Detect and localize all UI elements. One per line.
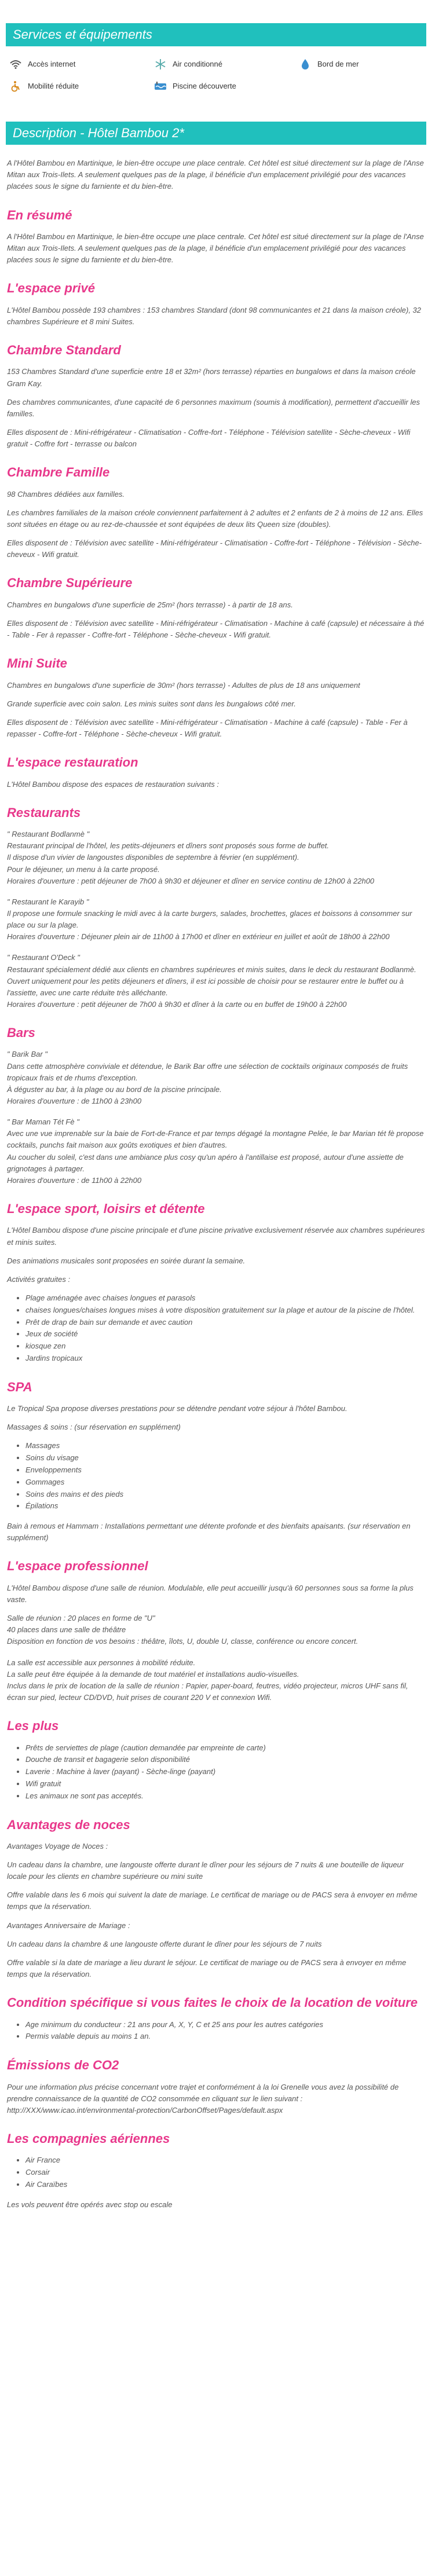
- spa-list: [25, 1440, 425, 1512]
- intro-text: A l'Hôtel Bambou en Martinique, le bien-être occupe une place centrale. Cet hôtel est situé directement sur la plage de l'Anse Mitan aux Trois-Ilets. A seulement quelques pas de la plage, il bénéficie d'un emplacement privilégié pour des vacances placées sous le signe du farniente et du bien-être.: [7, 159, 424, 191]
- services-title: Services et équipements: [13, 27, 152, 42]
- standard-heading: Chambre Standard: [7, 343, 121, 358]
- compagnies-heading: Les compagnies aériennes: [7, 2131, 170, 2146]
- restauration-heading: L'espace restauration: [7, 755, 138, 770]
- description-band: [6, 122, 426, 145]
- services-band: [6, 23, 426, 46]
- bar-line: Avec une vue imprenable sur la baie de Fort-de-France et par temps dégagé la montagne Pelée, le bar Marian tét fè propose cocktails, punchs fait maison aux goûts exotiques et bien d'autres.: [7, 1129, 424, 1150]
- professionnel-line: 40 places dans une salle de théâtre: [7, 1625, 126, 1635]
- superieure-heading: Chambre Supérieure: [7, 576, 133, 591]
- bar-line: Horaires d'ouverture : de 11h00 à 23h00: [7, 1097, 142, 1106]
- list-item: • Les animaux ne sont pas acceptés.: [25, 1790, 425, 1802]
- compagnies-note: Les vols peuvent être opérés avec stop ou escale: [7, 2200, 173, 2209]
- sport-list: [25, 1292, 425, 1365]
- professionnel-equipment: [7, 1657, 425, 1704]
- restaurant-block: [7, 896, 425, 943]
- restaurant-block: [7, 829, 425, 887]
- resume-text: A l'Hôtel Bambou en Martinique, le bien-être occupe une place centrale. Cet hôtel est situé directement sur la plage de l'Anse Mitan aux Trois-Ilets. A seulement quelques pas de la plage, il bénéficie d'un emplacement privilégié pour des vacances placées sous le signe du farniente et du bien-être.: [7, 232, 424, 265]
- professionnel-line: Disposition en fonction de vos besoins : théâtre, îlots, U, double U, classe, conférence ou encore concert.: [7, 1637, 358, 1646]
- co2-text: Pour une information plus précise concernant votre trajet et conformément à la loi Grenelle vous avez la possibilité de prendre connaissance de la quantité de CO2 consommée en cliquant sur le lien suivant : http://XXX/www.icao.int/environmental-protection/CarbonOffset/Pages/default.aspx: [7, 2082, 399, 2115]
- amenities-grid: [6, 52, 426, 100]
- snowflake-icon: [154, 58, 167, 71]
- superieure-p2: Elles disposent de : Télévision avec satellite - Mini-réfrigérateur - Climatisation - Machine à café (capsule) et nécessaire à thé - Table - Fer à repasser - Coffre-fort - Téléphone - Sèche-cheveux - Wifi gratuit.: [7, 618, 425, 640]
- superieure-p1: Chambres en bungalows d'une superficie de 25m² (hors terrasse) - à partir de 18 ans.: [7, 600, 293, 609]
- list-item: • Prêts de serviettes de plage (caution demandée par empreinte de carte): [25, 1742, 425, 1754]
- resume-heading: En résumé: [7, 207, 72, 222]
- bar-line: À déguster au bar, à la plage ou au bord de la piscine principale.: [7, 1084, 222, 1094]
- amenity-pool: [154, 80, 299, 93]
- restaurant-line: Il propose une formule snacking le midi avec à la carte burgers, salades, brochettes, glaces et boissons à consommer sur place ou sur la plage.: [7, 908, 412, 930]
- list-item: • Prêt de drap de bain sur demande et avec caution: [25, 1317, 425, 1329]
- professionnel-line: Inclus dans le prix de location de la salle de réunion : Papier, paper-board, feutres, vidéo projecteur, micros UHF sans fil, écran sur pied, lecteur CD/DVD, huit prises de courant 220 V et connexion Wifi.: [7, 1681, 408, 1702]
- list-item: • Jardins tropicaux: [25, 1353, 425, 1365]
- restaurant-line: Horaires d'ouverture : petit déjeuner de 7h00 à 9h30 et déjeuner et dîner en service continu de 12h00 à 22h00: [7, 876, 375, 885]
- compagnies-list: [25, 2154, 425, 2190]
- noces-p1: Avantages Voyage de Noces :: [7, 1841, 108, 1851]
- famille-p2: Les chambres familiales de la maison créole conviennent parfaitement à 2 adultes et 2 enfants de 2 à moins de 12 ans. Elles sont situées en étage ou au rez-de-chaussée et sont équipées de deux lits Queen size (doubles).: [7, 508, 423, 529]
- professionnel-capacity: [7, 1613, 425, 1647]
- sport-p2: Des animations musicales sont proposées en soirée durant la semaine.: [7, 1256, 246, 1265]
- restaurant-line: Ouvert uniquement pour les petits déjeuners et dîners, il est ici possible de choisir pour se restaurer entre le buffet ou à l'assiette, avec une carte réduite très alléchante.: [7, 976, 404, 997]
- list-item: • Age minimum du conducteur : 21 ans pour A, X, Y, C et 25 ans pour les autres catégories: [25, 2019, 425, 2031]
- list-item: • Soins des mains et des pieds: [25, 1489, 425, 1501]
- amenity-label: Air conditionné: [173, 60, 222, 69]
- noces-p4: Avantages Anniversaire de Mariage :: [7, 1921, 130, 1930]
- restaurant-line: Pour le déjeuner, un menu à la carte proposé.: [7, 864, 160, 874]
- amenity-seaside: [299, 58, 432, 71]
- list-item: • kiosque zen: [25, 1340, 425, 1353]
- noces-p5: Un cadeau dans la chambre & une langouste offerte durant le dîner pour les séjours de 7 nuits: [7, 1939, 322, 1948]
- amenity-air-conditioning: [154, 58, 299, 71]
- restaurant-name: " Restaurant Bodlanmè ": [7, 830, 90, 839]
- standard-p2: Des chambres communicantes, d'une capacité de 6 personnes maximum (soumis à modification), permettent d'accueillir les familles.: [7, 397, 420, 418]
- noces-p6: Offre valable si la date de mariage a lieu durant le séjour. Le certificat de mariage ou de PACS sera à envoyer en même temps que la réservation.: [7, 1958, 407, 1979]
- amenity-label: Bord de mer: [317, 60, 359, 69]
- bar-line: Au coucher du soleil, c'est dans une ambiance plus cosy qu'un apéro à l'antillaise est proposé, autour d'une assiette de grignotages à partager.: [7, 1152, 404, 1173]
- water-drop-icon: [299, 58, 312, 71]
- pool-icon: [154, 80, 167, 93]
- amenity-label: Piscine découverte: [173, 82, 236, 91]
- famille-p1: 98 Chambres dédiées aux familles.: [7, 489, 125, 499]
- wheelchair-icon: [9, 80, 22, 93]
- bar-line: Horaires d'ouverture : de 11h00 à 22h00: [7, 1175, 142, 1185]
- professionnel-line: La salle peut être équipée à la demande de tout matériel et installations audio-visuelles.: [7, 1669, 299, 1679]
- professionnel-line: Salle de réunion : 20 places en forme de "U": [7, 1614, 155, 1623]
- mini-suite-p1: Chambres en bungalows d'une superficie de 30m² (hors terrasse) - Adultes de plus de 18 ans uniquement: [7, 680, 360, 690]
- spa-heading: SPA: [7, 1379, 32, 1394]
- list-item: • Épilations: [25, 1500, 425, 1512]
- bar-name: " Barik Bar ": [7, 1050, 47, 1059]
- espace-prive-text: L'Hôtel Bambou possède 193 chambres : 153 chambres Standard (dont 98 communicantes et 21 dans la maison créole), 32 chambres Supérieure et 8 mini Suites.: [7, 305, 422, 326]
- wifi-icon: [9, 58, 22, 71]
- co2-heading: Émissions de CO2: [7, 2058, 119, 2073]
- spa-p2: Massages & soins : (sur réservation en supplément): [7, 1423, 181, 1432]
- restaurant-line: Horaires d'ouverture : petit déjeuner de 7h00 à 9h30 et dîner à la carte ou en buffet de 19h00 à 22h00: [7, 999, 347, 1009]
- professionnel-heading: L'espace professionnel: [7, 1559, 148, 1574]
- sport-p1: L'Hôtel Bambou dispose d'une piscine principale et d'une piscine privative exclusivement réservée aux chambres supérieures et minis suites.: [7, 1226, 425, 1247]
- amenity-label: Accès internet: [28, 60, 76, 69]
- famille-heading: Chambre Famille: [7, 465, 110, 480]
- list-item: • Wifi gratuit: [25, 1778, 425, 1790]
- bar-block: [7, 1049, 425, 1107]
- location-list: [25, 2019, 425, 2043]
- list-item: • chaises longues/chaises longues mises à votre disposition gratuitement sur la plage et autour de la piscine de l'hôtel.: [25, 1305, 425, 1317]
- standard-p3: Elles disposent de : Mini-réfrigérateur - Climatisation - Coffre-fort - Téléphone - Télévision satellite - Sèche-cheveux - Wifi gratuit - Coffre fort - terrasse ou balcon: [7, 428, 411, 449]
- sport-p3: Activités gratuites :: [7, 1274, 71, 1284]
- bar-name: " Bar Maman Tét Fè ": [7, 1117, 79, 1127]
- list-item: • Air Caraïbes: [25, 2179, 425, 2191]
- list-item: • Soins du visage: [25, 1452, 425, 1464]
- list-item: • Jeux de société: [25, 1328, 425, 1340]
- bars-heading: Bars: [7, 1025, 35, 1040]
- list-item: • Enveloppements: [25, 1464, 425, 1476]
- description-content: [6, 157, 426, 2211]
- list-item: • Douche de transit et bagagerie selon disponibilité: [25, 1754, 425, 1766]
- list-item: • Massages: [25, 1440, 425, 1452]
- spa-p3: Bain à remous et Hammam : Installations permettant une détente profonde et des bienfaits apaisants. (sur réservation en supplément): [7, 1522, 411, 1542]
- restaurant-name: " Restaurant le Karayib ": [7, 897, 89, 906]
- list-item: • Permis valable depuis au moins 1 an.: [25, 2031, 425, 2043]
- restaurant-block: [7, 952, 425, 1010]
- restaurant-line: Restaurant principal de l'hôtel, les petits-déjeuners et dîners sont proposés sous forme de buffet.: [7, 841, 330, 851]
- list-item: • Plage aménagée avec chaises longues et parasols: [25, 1292, 425, 1305]
- restaurant-name: " Restaurant O'Deck ": [7, 953, 80, 962]
- plus-heading: Les plus: [7, 1718, 59, 1734]
- bar-block: [7, 1116, 425, 1186]
- location-heading: Condition spécifique si vous faites le choix de la location de voiture: [7, 1995, 418, 2010]
- list-item: • Corsair: [25, 2167, 425, 2179]
- standard-p1: 153 Chambres Standard d'une superficie entre 18 et 32m² (hors terrasse) réparties en bungalows et dans la maison créole Gram Kay.: [7, 367, 416, 388]
- amenity-internet: [9, 58, 154, 71]
- list-item: • Gommages: [25, 1476, 425, 1489]
- restaurant-line: Il dispose d'un vivier de langoustes disponibles de septembre à février (en supplément).: [7, 853, 299, 862]
- spa-p1: Le Tropical Spa propose diverses prestations pour se détendre pendant votre séjour à l'hôtel Bambou.: [7, 1404, 347, 1413]
- noces-p2: Un cadeau dans la chambre, une langouste offerte durant le dîner pour les séjours de 7 nuits & une bouteille de liqueur locale pour les clients en chambre supérieure ou mini suite: [7, 1860, 404, 1881]
- mini-suite-heading: Mini Suite: [7, 656, 67, 671]
- restauration-text: L'Hôtel Bambou dispose des espaces de restauration suivants :: [7, 779, 219, 789]
- amenity-reduced-mobility: [9, 80, 154, 93]
- professionnel-p1: L'Hôtel Bambou dispose d'une salle de réunion. Modulable, elle peut accueillir jusqu'à 60 personnes sous sa forme la plus vaste.: [7, 1583, 414, 1604]
- plus-list: [25, 1742, 425, 1802]
- list-item: • Laverie : Machine à laver (payant) - Sèche-linge (payant): [25, 1766, 425, 1778]
- bar-line: Dans cette atmosphère conviviale et détendue, le Barik Bar offre une sélection de cocktails originaux composés de fruits tropicaux frais et de rhums d'exception.: [7, 1061, 408, 1082]
- list-item: • Air France: [25, 2154, 425, 2167]
- noces-p3: Offre valable dans les 6 mois qui suivent la date de mariage. Le certificat de mariage ou de PACS sera à envoyer en même temps que la réservation.: [7, 1890, 418, 1911]
- mini-suite-p3: Elles disposent de : Télévision avec satellite - Mini-réfrigérateur - Climatisation - Machine à café (capsule) - Table - Fer à repasser - Coffre-fort - Téléphone - Sèche-cheveux - Wifi gratuit.: [7, 717, 408, 739]
- espace-prive-heading: L'espace privé: [7, 281, 95, 296]
- mini-suite-p2: Grande superficie avec coin salon. Les minis suites sont dans les bungalows côté mer.: [7, 699, 296, 708]
- sport-heading: L'espace sport, loisirs et détente: [7, 1201, 205, 1216]
- description-title: Description - Hôtel Bambou 2*: [13, 126, 184, 141]
- famille-p3: Elles disposent de : Télévision avec satellite - Mini-réfrigérateur - Climatisation - Coffre-fort - Téléphone - Télévision - Sèche-cheveux - Wifi gratuit.: [7, 538, 422, 559]
- noces-heading: Avantages de noces: [7, 1817, 130, 1832]
- amenity-label: Mobilité réduite: [28, 82, 79, 91]
- restaurant-line: Horaires d'ouverture : Déjeuner plein air de 11h00 à 17h00 et dîner en extérieur en juillet et août de 18h00 à 22h00: [7, 932, 390, 941]
- professionnel-line: La salle est accessible aux personnes à mobilité réduite.: [7, 1658, 196, 1667]
- restaurant-line: Restaurant spécialement dédié aux clients en chambres supérieures et minis suites, dans le deck du restaurant Bodlanmè.: [7, 965, 416, 974]
- restaurants-heading: Restaurants: [7, 805, 81, 820]
